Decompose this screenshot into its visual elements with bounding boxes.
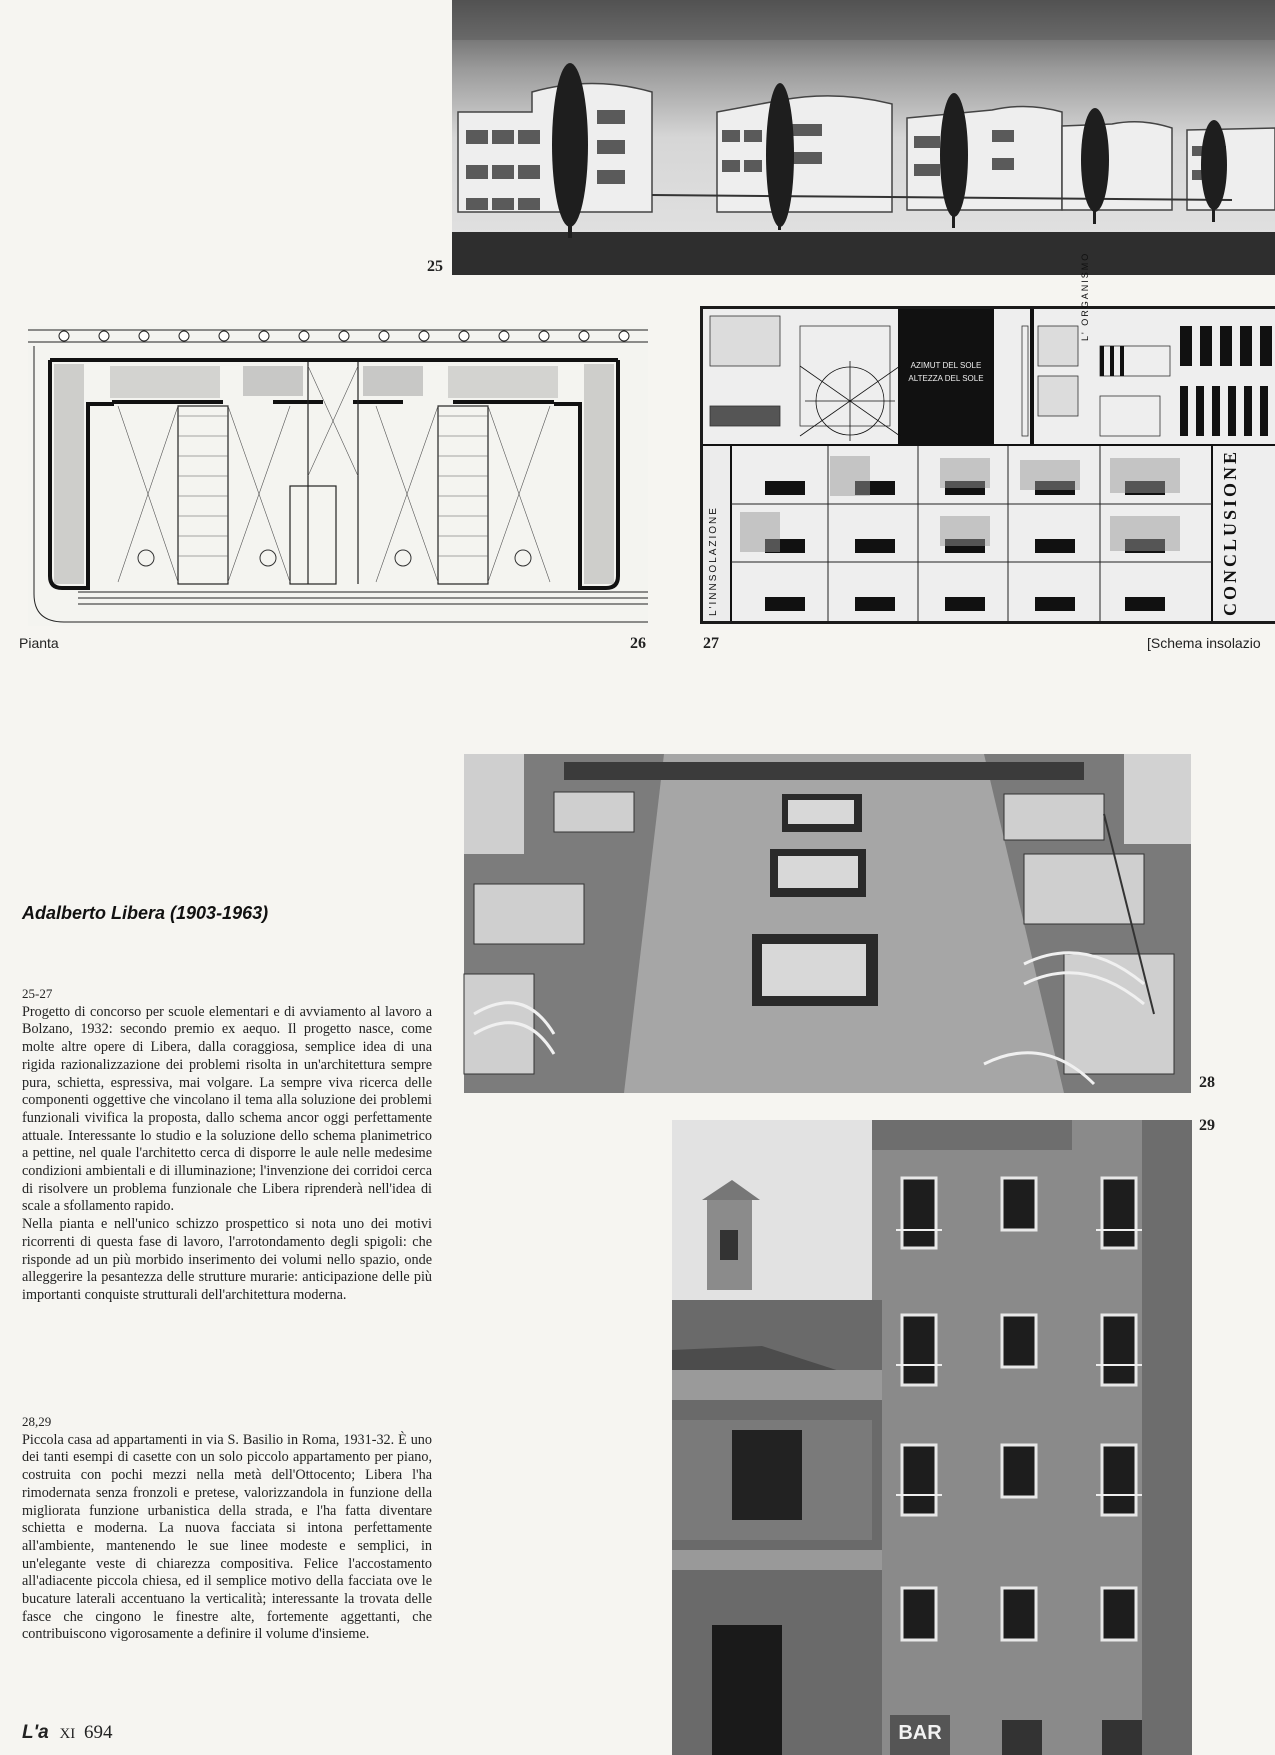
figure-29-number: 29 xyxy=(1199,1117,1215,1134)
poster-altezza-label: ALTEZZA DEL SOLE xyxy=(908,374,984,383)
section-ref: 28,29 xyxy=(22,1414,52,1429)
page-footer xyxy=(22,1722,113,1744)
poster-organismo-label: L' ORGANISMO xyxy=(1080,251,1090,341)
figure-27-caption: [Schema insolazio xyxy=(1147,635,1261,651)
page-number: 694 xyxy=(84,1722,113,1743)
poster-conclusione-label: CONCLUSIONE xyxy=(1220,448,1240,616)
paragraph: Piccola casa ad appartamenti in via S. Basilio in Roma, 1931-32. È uno dei tanti esempi di casette con un solo piccolo appartamento per piano, costruita con pochi mezzi nella metà dell'Ottocento; Libera l'ha rimodernata senza fronzoli e pretese, valorizzandola in funzione della migliorata funzione urbanistica della strada, e l'ha fatta diventare schietta e moderna. La nuova facciata si intona perfettamente all'ambiente, mantenendo le sue linee modeste e semplici, in un'elegante veste di chiarezza compositiva. Felice l'accostamento all'adiacente piccola chiesa, ed il semplice motivo della facciata ove le bucature laterali accentuano la verticalità; interessante la trovata delle fasce che cingono le finestre alte, fortemente aggettanti, che contribuiscono vigorosamente a definire il volume d'insieme. xyxy=(22,1431,432,1643)
paragraph: Nella pianta e nell'unico schizzo prospettico si nota uno dei motivi ricorrenti di questa fase di lavoro, l'arrotondamento degli spigoli: che risponde ad un più morbido inserimento dei volumi nello spazio, onde alleggerire la pesantezza delle strutture murarie: anticipazione delle più importanti conquiste strutturali dell'architettura moderna. xyxy=(22,1216,432,1303)
figure-25-perspective-sketch xyxy=(452,0,1275,275)
figure-29-facade-photo xyxy=(672,1120,1192,1755)
figure-27-number: 27 xyxy=(703,635,719,652)
magazine-logo: L'a xyxy=(22,1722,49,1743)
bar-sign: BAR xyxy=(898,1722,942,1744)
section-ref: 25-27 xyxy=(22,986,53,1001)
poster-innsolazione-label: L'INNSOLAZIONE xyxy=(708,506,719,616)
volume-number: XI xyxy=(59,1726,76,1742)
figure-26-floor-plan xyxy=(28,326,648,626)
poster-azimut-label: AZIMUT DEL SOLE xyxy=(910,361,982,370)
figure-26-caption: Pianta xyxy=(19,635,59,651)
paragraph: Progetto di concorso per scuole elementari e di avviamento al lavoro a Bolzano, 1932: secondo premio ex aequo. Il progetto nasce, come molte altre opere di Libera, dalla coraggiosa, semplice idea di una rigida razionalizzazione dei problemi risolta in un'architettura sempre pura, schietta, espressiva, mai volgare. La sempre viva ricerca delle componenti oggettive che vincolano il tema alla soluzione dei problemi funzionali vivifica la proposta, dallo schema ancor oggi perfettamente attuale. Interessante lo studio e la soluzione dello schema planimetrico a pettine, nel quale l'architetto cerca di disporre le aule nelle medesime condizioni ambientali e di illuminazione; l'invenzione dei corridoi cerca di risolvere un problema funzionale che Libera riprenderà nell'idea di scale a sfollamento rapido. xyxy=(22,1003,432,1215)
figure-28-number: 28 xyxy=(1199,1074,1215,1091)
figure-26-number: 26 xyxy=(630,635,646,652)
figure-28-facade-upward-photo xyxy=(464,754,1191,1093)
figure-25-number: 25 xyxy=(427,258,443,275)
section-28-29 xyxy=(22,1413,432,1644)
figure-27-sun-exposure-poster xyxy=(700,251,1275,624)
author-heading: Adalberto Libera (1903-1963) xyxy=(22,903,269,923)
section-25-27 xyxy=(22,985,432,1305)
